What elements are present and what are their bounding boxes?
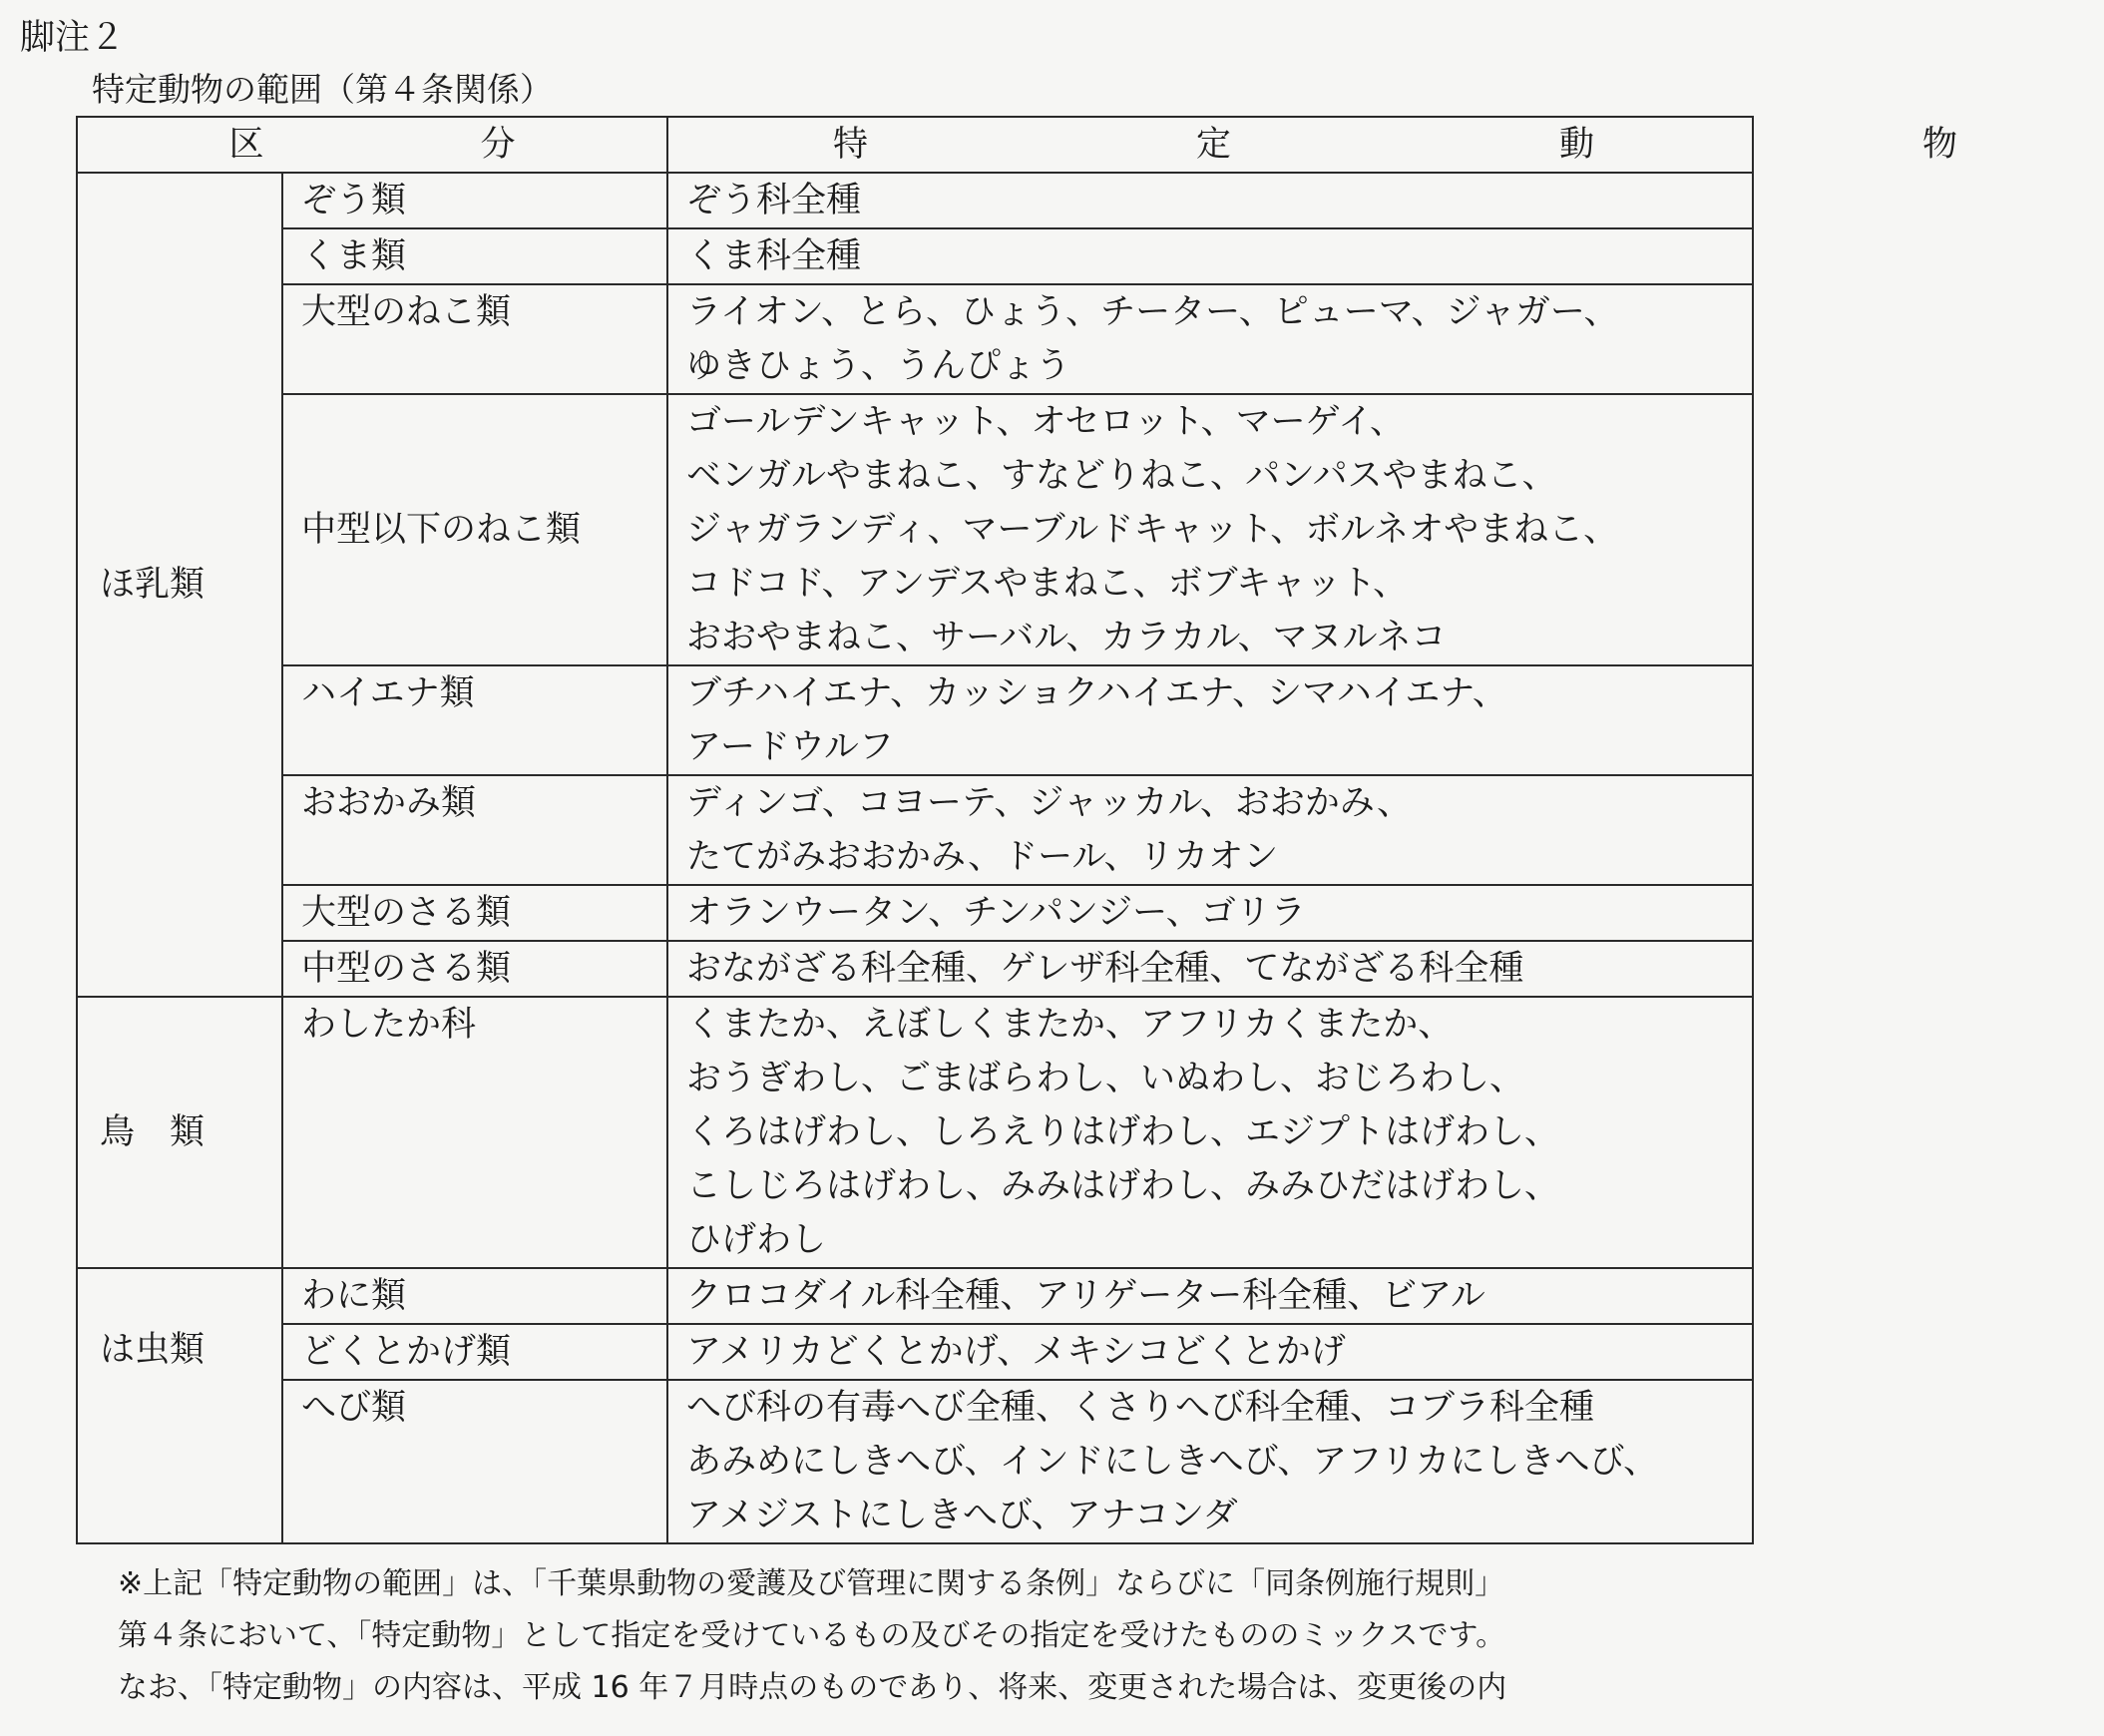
animals-cell: くま科全種 <box>667 228 1753 284</box>
group-mammals: ほ乳類 <box>77 173 282 997</box>
table-row <box>77 173 1753 228</box>
category-cell: どくとかげ類 <box>282 1324 667 1380</box>
footnote-line: 第４条において、「特定動物」として指定を受けているもの及びその指定を受けたもののミックスです。 <box>118 1618 1506 1653</box>
table-row <box>77 1324 1753 1380</box>
animals-cell: ライオン、とら、ひょう、チーター、ピューマ、ジャガー、 ゆきひょう、うんぴょう <box>667 284 1753 394</box>
table-row <box>77 228 1753 284</box>
footnote-line: ※上記「特定動物の範囲」は、「千葉県動物の愛護及び管理に関する条例」ならびに「同条例施行規則」 <box>118 1566 1505 1601</box>
table-header-row <box>77 117 1753 173</box>
footnote-line: なお、「特定動物」の内容は、平成 16 年７月時点のものであり、将来、変更された場合は、変更後の内 <box>118 1670 1507 1705</box>
category-cell: 大型のさる類 <box>282 885 667 941</box>
animals-cell: ブチハイエナ、カッショクハイエナ、シマハイエナ、 アードウルフ <box>667 665 1753 775</box>
group-reptiles: は虫類 <box>77 1268 282 1543</box>
group-birds: 鳥 類 <box>77 997 282 1268</box>
animals-cell: オランウータン、チンパンジー、ゴリラ <box>667 885 1753 941</box>
animals-cell: おながざる科全種、ゲレザ科全種、てながざる科全種 <box>667 941 1753 997</box>
animals-cell: アメリカどくとかげ、メキシコどくとかげ <box>667 1324 1753 1380</box>
animals-cell: ゴールデンキャット、オセロット、マーゲイ、 ベンガルやまねこ、すなどりねこ、パンパスやまねこ、 ジャガランディ、マーブルドキャット、ボルネオやまねこ、 コドコド、アンデスやまねこ、ボブキャット、 おおやまねこ、サーバル、カラカル、マヌルネコ <box>667 394 1753 665</box>
table-title: 特定動物の範囲（第４条関係） <box>92 70 553 109</box>
animals-cell: クロコダイル科全種、アリゲーター科全種、ビアル <box>667 1268 1753 1324</box>
table-row <box>77 941 1753 997</box>
table-row <box>77 394 1753 665</box>
table-row <box>77 1380 1753 1543</box>
category-cell: 大型のねこ類 <box>282 284 667 394</box>
table-row <box>77 885 1753 941</box>
header-animals: 特 定 動 物 <box>667 117 1753 173</box>
animals-cell: へび科の有毒へび全種、くさりへび科全種、コブラ科全種 あみめにしきへび、インドにしきへび、アフリカにしきへび、 アメジストにしきへび、アナコンダ <box>667 1380 1753 1543</box>
specified-animals-table <box>76 116 2104 1544</box>
category-cell: 中型のさる類 <box>282 941 667 997</box>
animals-cell: くまたか、えぼしくまたか、アフリカくまたか、 おうぎわし、ごまばらわし、いぬわし、おじろわし、 くろはげわし、しろえりはげわし、エジプトはげわし、 こしじろはげわし、みみはげわし、みみひだはげわし、 ひげわし <box>667 997 1753 1268</box>
category-cell: くま類 <box>282 228 667 284</box>
category-cell: ハイエナ類 <box>282 665 667 775</box>
category-cell: おおかみ類 <box>282 775 667 885</box>
category-cell: へび類 <box>282 1380 667 1543</box>
animals-cell: ディンゴ、コヨーテ、ジャッカル、おおかみ、 たてがみおおかみ、ドール、リカオン <box>667 775 1753 885</box>
table-row <box>77 1268 1753 1324</box>
category-cell: わに類 <box>282 1268 667 1324</box>
table-row <box>77 775 1753 885</box>
category-cell: わしたか科 <box>282 997 667 1268</box>
category-cell: ぞう類 <box>282 173 667 228</box>
header-category: 区 分 <box>77 117 667 173</box>
table-footnote <box>118 1558 1506 1714</box>
footnote-heading: 脚注２ <box>20 18 126 58</box>
table-row <box>77 997 1753 1268</box>
table-row <box>77 284 1753 394</box>
animals-cell: ぞう科全種 <box>667 173 1753 228</box>
table-row <box>77 665 1753 775</box>
category-cell: 中型以下のねこ類 <box>282 394 667 665</box>
